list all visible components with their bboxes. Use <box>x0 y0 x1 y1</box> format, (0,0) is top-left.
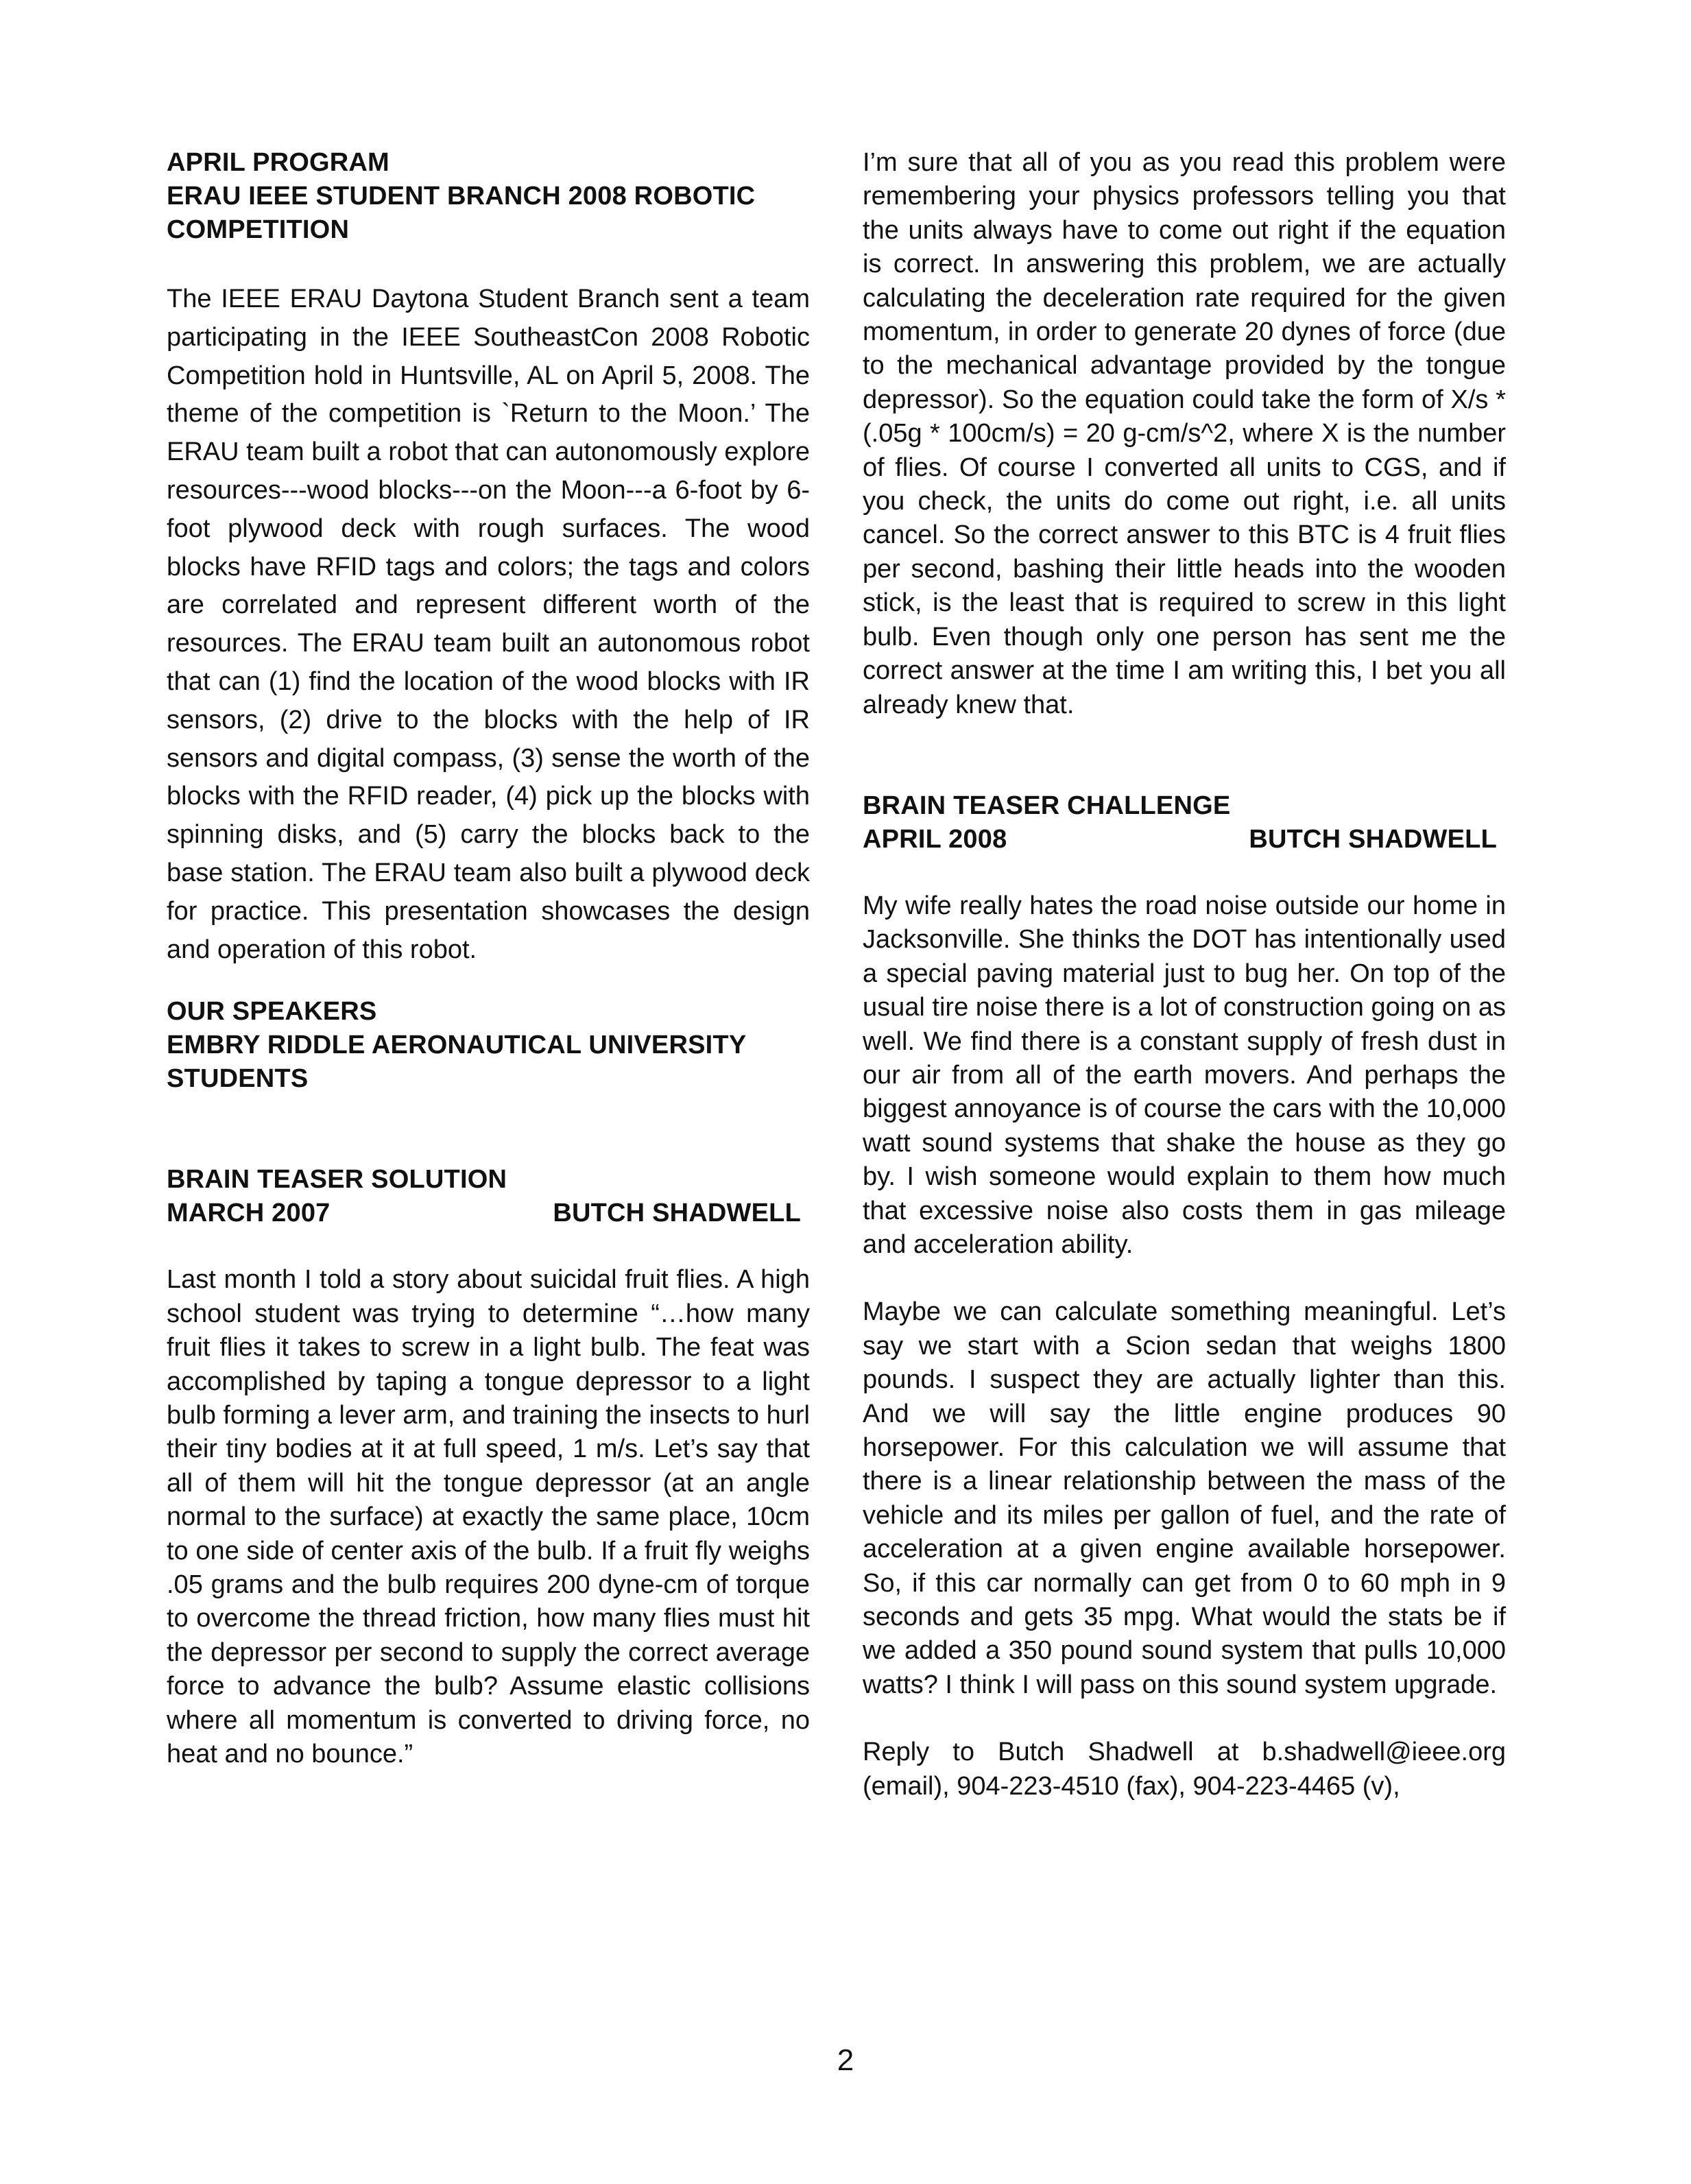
challenge-paragraph: Maybe we can calculate something meaningful. Let’s say we start with a Scion sedan that weighs 1800 pounds. I suspect they are actually lighter than this. And we will say the little engine produces 90 horsepower. For this calculation we will assume that there is a linear relationship between the mass of the vehicle and its miles per gallon of fuel, and the rate of acceleration at a given engine available horsepower. So, if this car normally can get from 0 to 60 mph in 9 seconds and gets 35 mpg. What would the stats be if we added a 350 pound sound system that pulls 10,000 watts? I think I will pass on this sound system upgrade. <box>863 1297 1506 1699</box>
heading-line: OUR SPEAKERS <box>167 997 377 1027</box>
heading-title: BRAIN TEASER SOLUTION <box>167 1165 507 1195</box>
heading-line: STUDENTS <box>167 1064 309 1094</box>
heading-line: APRIL PROGRAM <box>167 148 389 177</box>
speakers-heading <box>167 995 810 1096</box>
answer-paragraph: I’m sure that all of you as you read this problem were remembering your physics professors telling you that the units always have to come out right if the equation is correct. In answering this problem, we are actually calculating the deceleration rate required for the given momentum, in order to generate 20 dynes of force (due to the mechanical advantage provided by the tongue depressor). So the equation could take the form of X/s * (.05g * 100cm/s) = 20 g-cm/s^2, where X is the number of flies. Of course I converted all units to CGS, and if you check, the units do come out right, i.e. all units cancel. So the correct answer to this BTC is 4 fruit flies per second, bashing their little heads into the wooden stick, is the least that is required to screw in this light bulb. Even though only one person has sent me the correct answer at the time I am writing this, I bet you all already knew that. <box>863 148 1506 719</box>
challenge-paragraph: My wife really hates the road noise outside our home in Jacksonville. She thinks the DOT has intentionally used a special paving material just to bug her. On top of the usual tire noise there is a lot of construction going on as well. We find there is a constant supply of fresh dust in our air from all of the earth movers. And perhaps the biggest annoyance is of course the cars with the 10,000 watt sound systems that shake the house as they go by. I wish someone would explain to them how much that excessive noise also costs them in gas mileage and acceleration ability. <box>863 891 1506 1259</box>
heading-line: COMPETITION <box>167 215 350 244</box>
reply-paragraph: Reply to Butch Shadwell at b.shadwell@ieee.org (email), 904-223-4510 (fax), 904-223-4465 (v), <box>863 1738 1506 1801</box>
challenge-heading <box>863 789 1506 856</box>
right-column <box>863 146 1506 1803</box>
heading-author: BUTCH SHADWELL <box>553 1199 801 1228</box>
program-paragraph: The IEEE ERAU Daytona Student Branch sent a team participating in the IEEE SoutheastCon 2008 Robotic Competition hold in Huntsville, AL on April 5, 2008. The theme of the competition is `Return to the Moon.’ The ERAU team built a robot that can autonomously explore resources---wood blocks---on the Moon---a 6-foot by 6-foot plywood deck with rough surfaces. The wood blocks have RFID tags and colors; the tags and colors are correlated and represent different worth of the resources. The ERAU team built an autonomous robot that can (1) find the location of the wood blocks with IR sensors, (2) drive to the blocks with the help of IR sensors and digital compass, (3) sense the worth of the blocks with the RFID reader, (4) pick up the blocks with spinning disks, and (5) carry the blocks back to the base station. The ERAU team also built a plywood deck for practice. This presentation showcases the design and operation of this robot. <box>167 285 810 964</box>
heading-title: BRAIN TEASER CHALLENGE <box>863 791 1231 820</box>
left-column <box>167 146 810 1771</box>
heading-date: MARCH 2007 <box>167 1199 331 1228</box>
heading-line: EMBRY RIDDLE AERONAUTICAL UNIVERSITY <box>167 1031 747 1060</box>
heading-date-author <box>863 823 1497 856</box>
solution-paragraph: Last month I told a story about suicidal fruit flies. A high school student was trying to determine “…how many fruit flies it takes to screw in a light bulb. The feat was accomplished by taping a tongue depressor to a light bulb forming a lever arm, and training the insects to hurl their tiny bodies at it at full speed, 1 m/s. Let’s say that all of them will hit the tongue depressor (at an angle normal to the surface) at exactly the same place, 10cm to one side of center axis of the bulb. If a fruit fly weighs .05 grams and the bulb requires 200 dyne-cm of torque to overcome the thread friction, how many flies must hit the depressor per second to supply the correct average force to advance the bulb? Assume elastic collisions where all momentum is converted to driving force, no heat and no bounce.” <box>167 1265 810 1769</box>
heading-author: BUTCH SHADWELL <box>1249 824 1497 854</box>
page-number: 2 <box>837 2043 854 2077</box>
april-program-heading <box>167 146 810 247</box>
heading-line: ERAU IEEE STUDENT BRANCH 2008 ROBOTIC <box>167 182 756 211</box>
solution-heading <box>167 1163 810 1230</box>
heading-date-author <box>167 1197 801 1230</box>
heading-date: APRIL 2008 <box>863 824 1007 854</box>
